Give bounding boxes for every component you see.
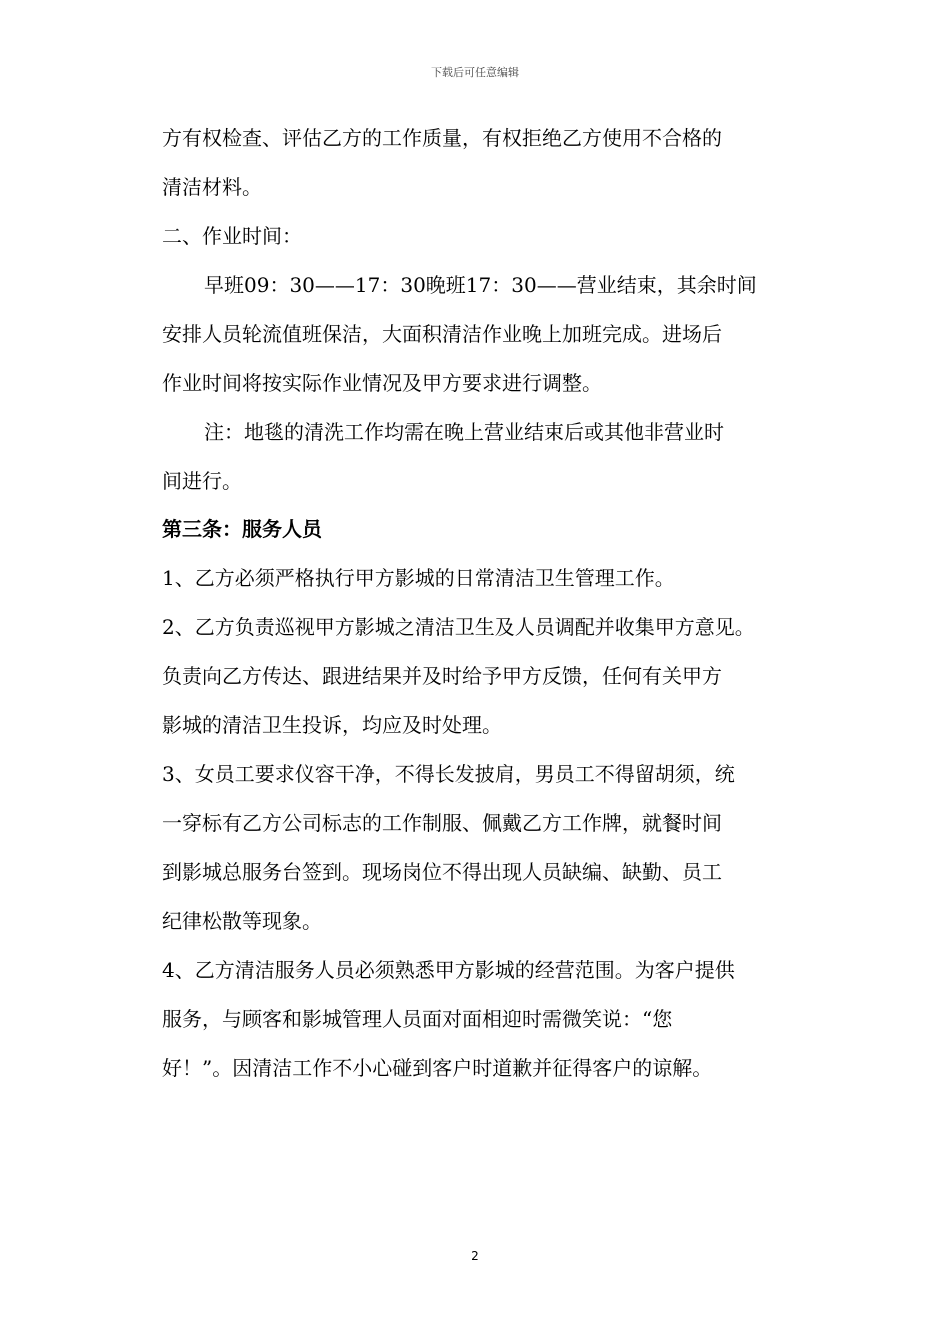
- paragraph-line: 早班09：30——17：30晚班17：30——营业结束，其余时间: [204, 273, 757, 297]
- list-item-line: 影城的清洁卫生投诉，均应及时处理。: [162, 713, 502, 737]
- page-header: 下载后可任意编辑: [431, 66, 519, 79]
- list-item-line: 一穿标有乙方公司标志的工作制服、佩戴乙方工作牌，就餐时间: [162, 811, 722, 835]
- paragraph-line: 清洁材料。: [162, 175, 262, 199]
- paragraph-line: 安排人员轮流值班保洁，大面积清洁作业晚上加班完成。进场后: [162, 322, 722, 346]
- list-item-line: 3、女员工要求仪容干净，不得长发披肩，男员工不得留胡须，统: [162, 762, 735, 786]
- list-item-line: 服务，与顾客和影城管理人员面对面相迎时需微笑说：“您: [162, 1007, 673, 1031]
- paragraph-line: 方有权检查、评估乙方的工作质量，有权拒绝乙方使用不合格的: [162, 126, 722, 150]
- list-item-line: 负责向乙方传达、跟进结果并及时给予甲方反馈，任何有关甲方: [162, 664, 722, 688]
- list-item-line: 好！”。因清洁工作不小心碰到客户时道歉并征得客户的谅解。: [162, 1056, 713, 1080]
- section-heading: 二、作业时间：: [162, 224, 302, 248]
- list-item-line: 到影城总服务台签到。现场岗位不得出现人员缺编、缺勤、员工: [162, 860, 722, 884]
- paragraph-line: 作业时间将按实际作业情况及甲方要求进行调整。: [162, 371, 602, 395]
- list-item-line: 2、乙方负责巡视甲方影城之清洁卫生及人员调配并收集甲方意见。: [162, 615, 755, 639]
- page-number: 2: [471, 1249, 479, 1263]
- note-line: 间进行。: [162, 469, 242, 493]
- list-item-line: 1、乙方必须严格执行甲方影城的日常清洁卫生管理工作。: [162, 566, 675, 590]
- list-item-line: 纪律松散等现象。: [162, 909, 322, 933]
- note-line: 注：地毯的清洗工作均需在晚上营业结束后或其他非营业时: [204, 420, 724, 444]
- list-item-line: 4、乙方清洁服务人员必须熟悉甲方影城的经营范围。为客户提供: [162, 958, 735, 982]
- article-heading: 第三条：服务人员: [162, 517, 322, 541]
